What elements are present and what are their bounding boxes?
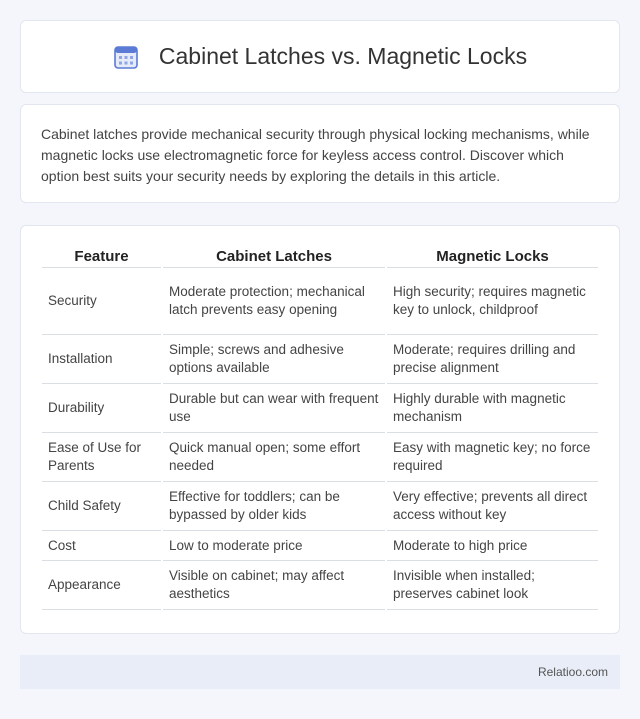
table-row xyxy=(42,384,598,433)
page-title: Cabinet Latches vs. Magnetic Locks xyxy=(158,43,528,69)
magnetic-locks-cell: Moderate to high price xyxy=(387,531,598,561)
feature-cell: Appearance xyxy=(42,561,161,610)
cabinet-latches-cell: Low to moderate price xyxy=(163,531,385,561)
cabinet-latches-cell: Durable but can wear with frequent use xyxy=(163,384,385,433)
cabinet-latches-cell: Moderate protection; mechanical latch prevents easy opening xyxy=(163,268,385,335)
cabinet-latches-cell: Visible on cabinet; may affect aesthetics xyxy=(163,561,385,610)
footer xyxy=(20,655,620,689)
intro-card xyxy=(20,104,620,203)
feature-cell: Child Safety xyxy=(42,482,161,531)
magnetic-locks-cell: Highly durable with magnetic mechanism xyxy=(387,384,598,433)
feature-cell: Cost xyxy=(42,531,161,561)
magnetic-locks-cell: Easy with magnetic key; no force required xyxy=(387,433,598,482)
feature-cell: Security xyxy=(42,268,161,335)
magnetic-locks-cell: Moderate; requires drilling and precise alignment xyxy=(387,335,598,384)
footer-site-name: Relatioo.com xyxy=(537,665,608,679)
table-row xyxy=(42,561,598,610)
intro-text: Cabinet latches provide mechanical security through physical locking mechanisms, while magnetic locks use electromagnetic force for keyless access control. Discover which option best suits your security needs by exploring the details in this article. xyxy=(41,126,590,184)
table-header-row xyxy=(42,246,598,268)
magnetic-locks-cell: Very effective; prevents all direct access without key xyxy=(387,482,598,531)
cabinet-latches-cell: Effective for toddlers; can be bypassed by older kids xyxy=(163,482,385,531)
magnetic-locks-cell: High security; requires magnetic key to unlock, childproof xyxy=(387,268,598,335)
feature-cell: Durability xyxy=(42,384,161,433)
title-card xyxy=(20,20,620,93)
table-row xyxy=(42,433,598,482)
table-row xyxy=(42,531,598,561)
comparison-table-card xyxy=(20,225,620,634)
calendar-icon xyxy=(113,44,139,70)
column-header-cabinet-latches: Cabinet Latches xyxy=(163,246,385,268)
column-header-magnetic-locks: Magnetic Locks xyxy=(387,246,598,268)
magnetic-locks-cell: Invisible when installed; preserves cabinet look xyxy=(387,561,598,610)
comparison-table xyxy=(40,246,600,610)
feature-cell: Ease of Use for Parents xyxy=(42,433,161,482)
cabinet-latches-cell: Quick manual open; some effort needed xyxy=(163,433,385,482)
table-row xyxy=(42,482,598,531)
feature-cell: Installation xyxy=(42,335,161,384)
cabinet-latches-cell: Simple; screws and adhesive options available xyxy=(163,335,385,384)
table-row xyxy=(42,268,598,335)
table-row xyxy=(42,335,598,384)
column-header-feature: Feature xyxy=(42,246,161,268)
